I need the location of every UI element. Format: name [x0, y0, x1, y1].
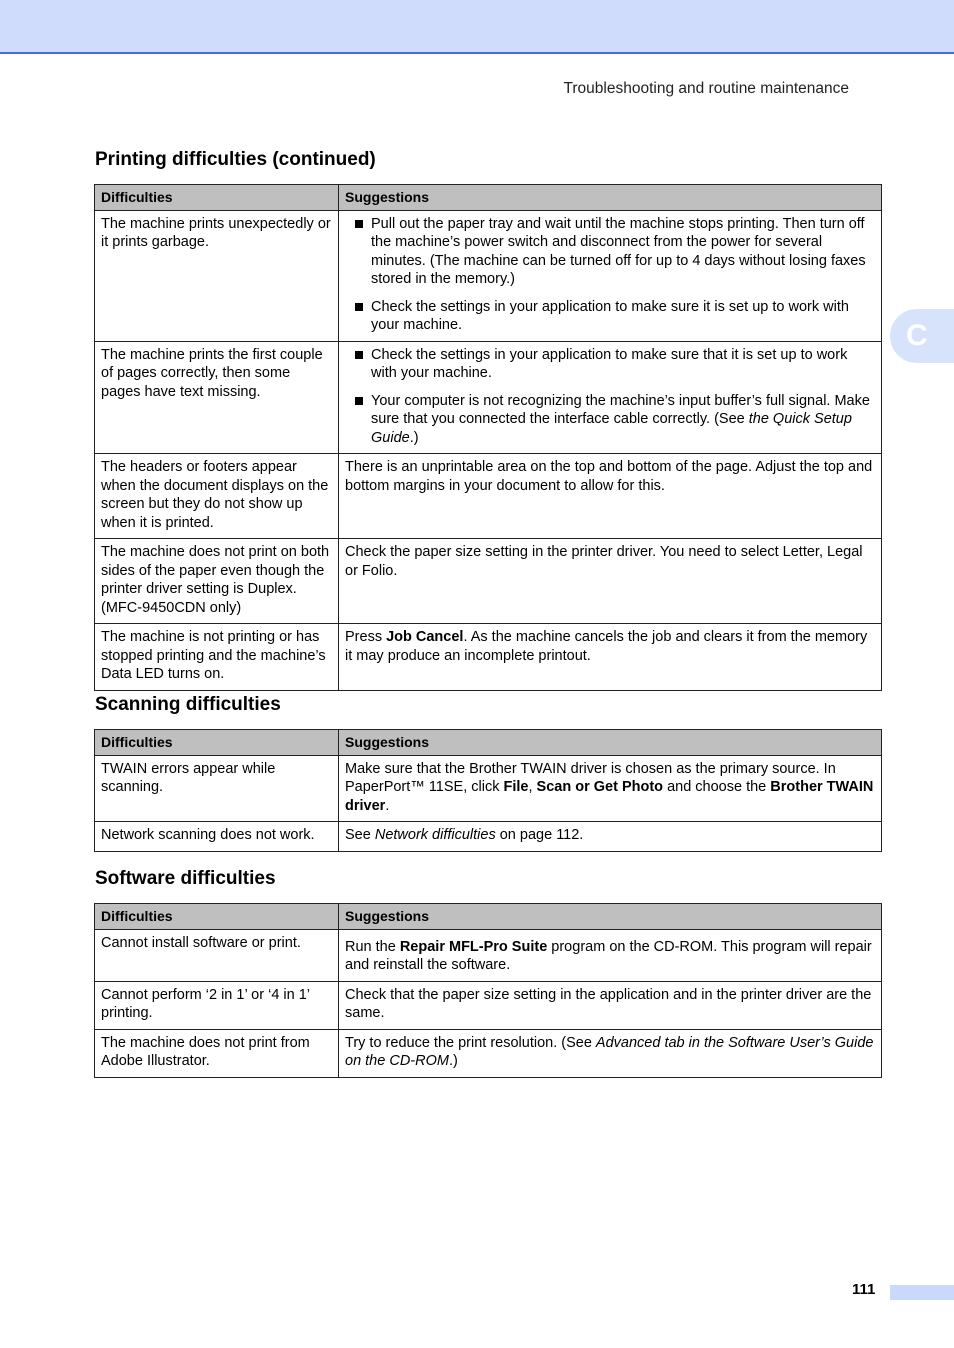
- software-table: [94, 903, 882, 1078]
- table-row: [95, 624, 882, 691]
- difficulty-cell: Cannot install software or print.: [95, 929, 339, 981]
- guide-reference: the Quick Setup Guide: [371, 411, 852, 446]
- difficulty-cell: Network scanning does not work.: [95, 822, 339, 852]
- table-row: [95, 210, 882, 341]
- bullet-item: Check the settings in your application to make sure that it is set up to work with your machine.: [345, 346, 875, 383]
- table-row: [95, 454, 882, 539]
- column-header-suggestions: Suggestions: [339, 904, 882, 930]
- printing-table: [94, 184, 882, 691]
- table-row: [95, 822, 882, 852]
- table-header-row: [95, 730, 882, 756]
- column-header-difficulties: Difficulties: [95, 185, 339, 211]
- suggestion-cell: Make sure that the Brother TWAIN driver is chosen as the primary source. In PaperPort™ 11SE, click File, Scan or Get Photo and choose the Brother TWAIN driver.: [339, 755, 882, 822]
- suggestion-cell: Press Job Cancel. As the machine cancels the job and clears it from the memory it may produce an incomplete printout.: [339, 624, 882, 691]
- suggestion-cell: There is an unprintable area on the top and bottom of the page. Adjust the top and bottom margins in your document to allow for this.: [339, 454, 882, 539]
- suggestion-cell: Check that the paper size setting in the application and in the printer driver are the same.: [339, 981, 882, 1029]
- column-header-difficulties: Difficulties: [95, 904, 339, 930]
- difficulty-cell: The machine prints unexpectedly or it prints garbage.: [95, 210, 339, 341]
- suggestion-cell: Try to reduce the print resolution. (See Advanced tab in the Software User’s Guide on the CD-ROM.): [339, 1029, 882, 1077]
- scanning-table: [94, 729, 882, 852]
- suggestion-cell: Run the Repair MFL-Pro Suite program on the CD-ROM. This program will repair and reinstall the software.: [339, 929, 882, 981]
- difficulty-cell: Cannot perform ‘2 in 1’ or ‘4 in 1’ printing.: [95, 981, 339, 1029]
- column-header-suggestions: Suggestions: [339, 185, 882, 211]
- difficulty-cell: The machine does not print from Adobe Illustrator.: [95, 1029, 339, 1077]
- suggestion-cell: [339, 341, 882, 454]
- square-bullet-icon: [355, 397, 363, 405]
- column-header-suggestions: Suggestions: [339, 730, 882, 756]
- table-header-row: [95, 185, 882, 211]
- difficulty-cell: The machine is not printing or has stopped printing and the machine’s Data LED turns on.: [95, 624, 339, 691]
- column-header-difficulties: Difficulties: [95, 730, 339, 756]
- top-header-bar: [0, 0, 954, 54]
- difficulty-cell: The headers or footers appear when the document displays on the screen but they do not show up when it is printed.: [95, 454, 339, 539]
- software-section-title: Software difficulties: [95, 868, 276, 889]
- running-head: Troubleshooting and routine maintenance: [563, 80, 849, 97]
- table-row: [95, 1029, 882, 1077]
- difficulty-cell: The machine does not print on both sides of the paper even though the printer driver setting is Duplex. (MFC-9450CDN only): [95, 539, 339, 624]
- bullet-item: Pull out the paper tray and wait until the machine stops printing. Then turn off the machine’s power switch and disconnect from the power for several minutes. (The machine can be turned off for up to 4 days without losing faxes stored in the memory.): [345, 215, 875, 289]
- scanning-section-title: Scanning difficulties: [95, 694, 281, 715]
- chapter-tab: [890, 309, 954, 363]
- table-row: [95, 755, 882, 822]
- table-row: [95, 981, 882, 1029]
- suggestion-cell: Check the paper size setting in the printer driver. You need to select Letter, Legal or Folio.: [339, 539, 882, 624]
- difficulty-cell: The machine prints the first couple of pages correctly, then some pages have text missing.: [95, 341, 339, 454]
- table-row: [95, 539, 882, 624]
- chapter-tab-letter: C: [906, 319, 928, 352]
- table-header-row: [95, 904, 882, 930]
- printing-section-title: Printing difficulties (continued): [95, 149, 376, 170]
- square-bullet-icon: [355, 351, 363, 359]
- bullet-item: Your computer is not recognizing the machine’s input buffer’s full signal. Make sure that you connected the interface cable correctly. (See the Quick Setup Guide.): [345, 392, 875, 448]
- square-bullet-icon: [355, 303, 363, 311]
- table-row: [95, 341, 882, 454]
- table-row: [95, 929, 882, 981]
- suggestion-cell: [339, 210, 882, 341]
- bullet-item: Check the settings in your application to make sure it is set up to work with your machine.: [345, 298, 875, 335]
- page-number: 111: [852, 1281, 876, 1298]
- difficulty-cell: TWAIN errors appear while scanning.: [95, 755, 339, 822]
- footer-bar: [890, 1285, 954, 1300]
- square-bullet-icon: [355, 220, 363, 228]
- key-name: Job Cancel: [386, 629, 464, 645]
- suggestion-cell: See Network difficulties on page 112.: [339, 822, 882, 852]
